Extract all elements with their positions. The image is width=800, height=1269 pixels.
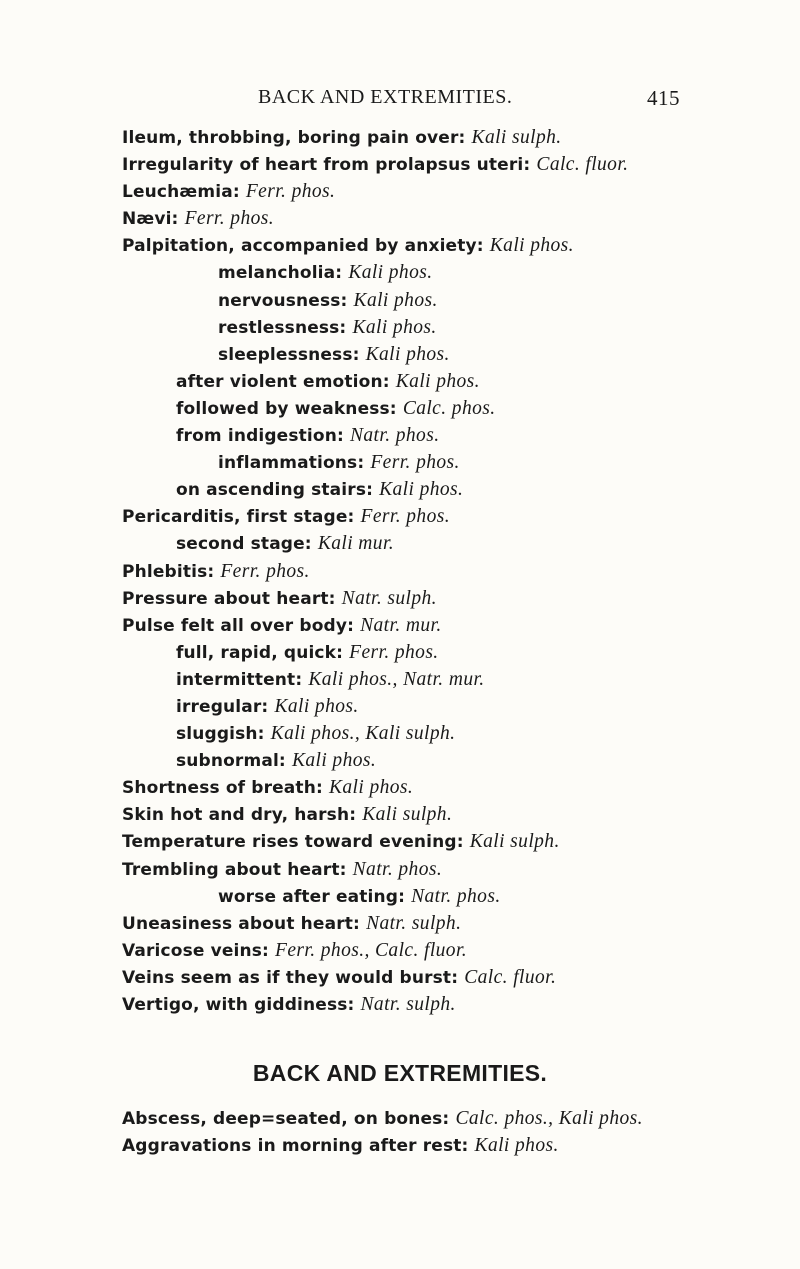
entry-line — [122, 178, 782, 205]
entry-remedy: Natr. sulph. — [341, 587, 437, 609]
entry-remedy: Ferr. phos. — [184, 208, 275, 230]
entry-line — [122, 422, 782, 449]
entry-term: Skin hot and dry, harsh: — [122, 805, 357, 826]
entry-term: Pericarditis, first stage: — [122, 507, 355, 528]
entry-remedy: Calc. phos., Kali phos. — [455, 1108, 643, 1129]
entry-line — [122, 1132, 800, 1159]
entry-line — [122, 503, 782, 530]
entry-remedy: Natr. phos. — [350, 425, 440, 447]
entry-term: on ascending stairs: — [176, 480, 374, 501]
entry-line — [122, 124, 782, 151]
entry-line — [122, 693, 782, 720]
entry-term: irregular: — [176, 696, 269, 717]
entry-line — [122, 937, 782, 964]
entry-remedy: Kali phos. — [489, 235, 574, 257]
entry-term: Phlebitis: — [122, 561, 215, 582]
entry-remedy: Ferr. phos., Calc. fluor. — [275, 939, 468, 961]
entry-line — [122, 205, 782, 232]
entry-term: Veins seem as if they would burst: — [122, 967, 459, 988]
entry-term: after violent emotion: — [176, 371, 390, 392]
entry-line — [122, 232, 782, 259]
entry-term: Ileum, throbbing, boring pain over: — [122, 128, 466, 148]
entry-term: Varicose veins: — [122, 940, 269, 961]
entry-line — [122, 883, 782, 910]
entry-line — [122, 774, 782, 801]
entry-remedy: Natr. sulph. — [366, 912, 462, 934]
entry-term: Pressure about heart: — [122, 588, 336, 609]
entry-term: full, rapid, quick: — [176, 642, 344, 663]
entry-line — [122, 287, 782, 314]
entry-remedy: Calc. fluor. — [536, 154, 629, 176]
entry-term: worse after eating: — [218, 886, 406, 907]
entry-line — [122, 666, 782, 693]
entry-term: Uneasiness about heart: — [122, 913, 360, 934]
entry-term: Temperature rises toward evening: — [122, 832, 464, 853]
entry-remedy: Kali sulph. — [471, 127, 562, 148]
entry-term: sluggish: — [176, 724, 265, 745]
page-number: 415 — [647, 86, 680, 110]
entry-term: nervousness: — [218, 290, 348, 311]
entry-term: from indigestion: — [176, 426, 344, 447]
entry-term: followed by weakness: — [176, 398, 397, 419]
entry-remedy: Ferr. phos. — [220, 560, 310, 582]
entry-remedy: Ferr. phos. — [349, 641, 439, 663]
entry-remedy: Ferr. phos. — [370, 452, 460, 474]
entry-term: Vertigo, with giddiness: — [122, 995, 355, 1015]
entry-remedy: Kali phos. — [395, 370, 480, 392]
entry-term: Abscess, deep=seated, on bones: — [122, 1109, 450, 1129]
entry-line — [122, 747, 782, 774]
entry-term: Nævi: — [122, 209, 179, 230]
entry-line — [122, 639, 782, 666]
entry-term: Trembling about heart: — [122, 859, 347, 880]
entry-line — [122, 856, 782, 883]
entry-remedy: Kali phos. — [328, 777, 414, 799]
entry-remedy: Kali phos. — [379, 479, 464, 501]
entry-line — [122, 476, 782, 503]
entry-remedy: Kali phos. — [353, 289, 438, 311]
entry-line — [122, 558, 782, 585]
entry-line — [122, 151, 782, 178]
entry-line — [122, 964, 782, 991]
entry-remedy: Kali phos. — [474, 1135, 559, 1157]
entry-term: Shortness of breath: — [122, 778, 323, 799]
entry-remedy: Ferr. phos. — [360, 506, 450, 528]
entry-term: inflammations: — [218, 453, 365, 474]
entry-line — [122, 341, 782, 368]
entry-remedy: Natr. phos. — [411, 885, 501, 907]
entry-line — [122, 991, 782, 1018]
entry-line — [122, 449, 782, 476]
entry-term: intermittent: — [176, 669, 303, 690]
entry-remedy: Kali mur. — [317, 533, 395, 555]
section-heading: BACK AND EXTREMITIES. — [252, 1060, 548, 1086]
entry-line — [122, 530, 782, 557]
entry-term: Pulse felt all over body: — [122, 615, 355, 636]
entry-line — [122, 395, 782, 422]
entry-remedy: Kali sulph. — [362, 804, 453, 826]
entry-term: second stage: — [176, 534, 312, 555]
running-head-title: BACK AND EXTREMITIES. — [258, 86, 513, 108]
entry-term: sleeplessness: — [218, 344, 360, 365]
entry-line — [122, 314, 782, 341]
entry-remedy: Calc. phos. — [402, 397, 496, 419]
entry-term: Irregularity of heart from prolapsus uteri: — [122, 155, 531, 176]
entry-term: Aggravations in morning after rest: — [122, 1136, 469, 1157]
entry-line — [122, 910, 782, 937]
entry-remedy: Ferr. phos. — [245, 181, 336, 203]
entry-remedy: Kali phos. — [291, 750, 377, 772]
repertory-entries — [122, 124, 782, 1018]
entry-line — [122, 585, 782, 612]
entry-line — [122, 368, 782, 395]
entry-term: Leuchæmia: — [122, 182, 240, 203]
section-entries — [122, 1105, 800, 1159]
entry-term: restlessness: — [218, 317, 347, 338]
entry-line — [122, 1105, 800, 1132]
entry-remedy: Kali sulph. — [469, 831, 560, 853]
entry-remedy: Natr. mur. — [360, 614, 442, 636]
entry-remedy: Kali phos., Natr. mur. — [308, 668, 485, 690]
entry-remedy: Kali phos. — [365, 343, 450, 365]
entry-remedy: Kali phos., Kali sulph. — [270, 723, 456, 745]
entry-line — [122, 720, 782, 747]
entry-line — [122, 801, 782, 828]
entry-remedy: Kali phos. — [352, 316, 437, 338]
entry-remedy: Kali phos. — [274, 695, 359, 717]
entry-remedy: Natr. phos. — [352, 858, 443, 880]
entry-term: melancholia: — [218, 263, 343, 284]
entry-term: Palpitation, accompanied by anxiety: — [122, 236, 484, 257]
entry-line — [122, 259, 782, 286]
entry-term: subnormal: — [176, 751, 286, 772]
entry-remedy: Natr. sulph. — [360, 994, 456, 1015]
entry-line — [122, 612, 782, 639]
entry-remedy: Calc. fluor. — [464, 966, 557, 988]
entry-line — [122, 828, 782, 855]
entry-remedy: Kali phos. — [348, 262, 433, 284]
